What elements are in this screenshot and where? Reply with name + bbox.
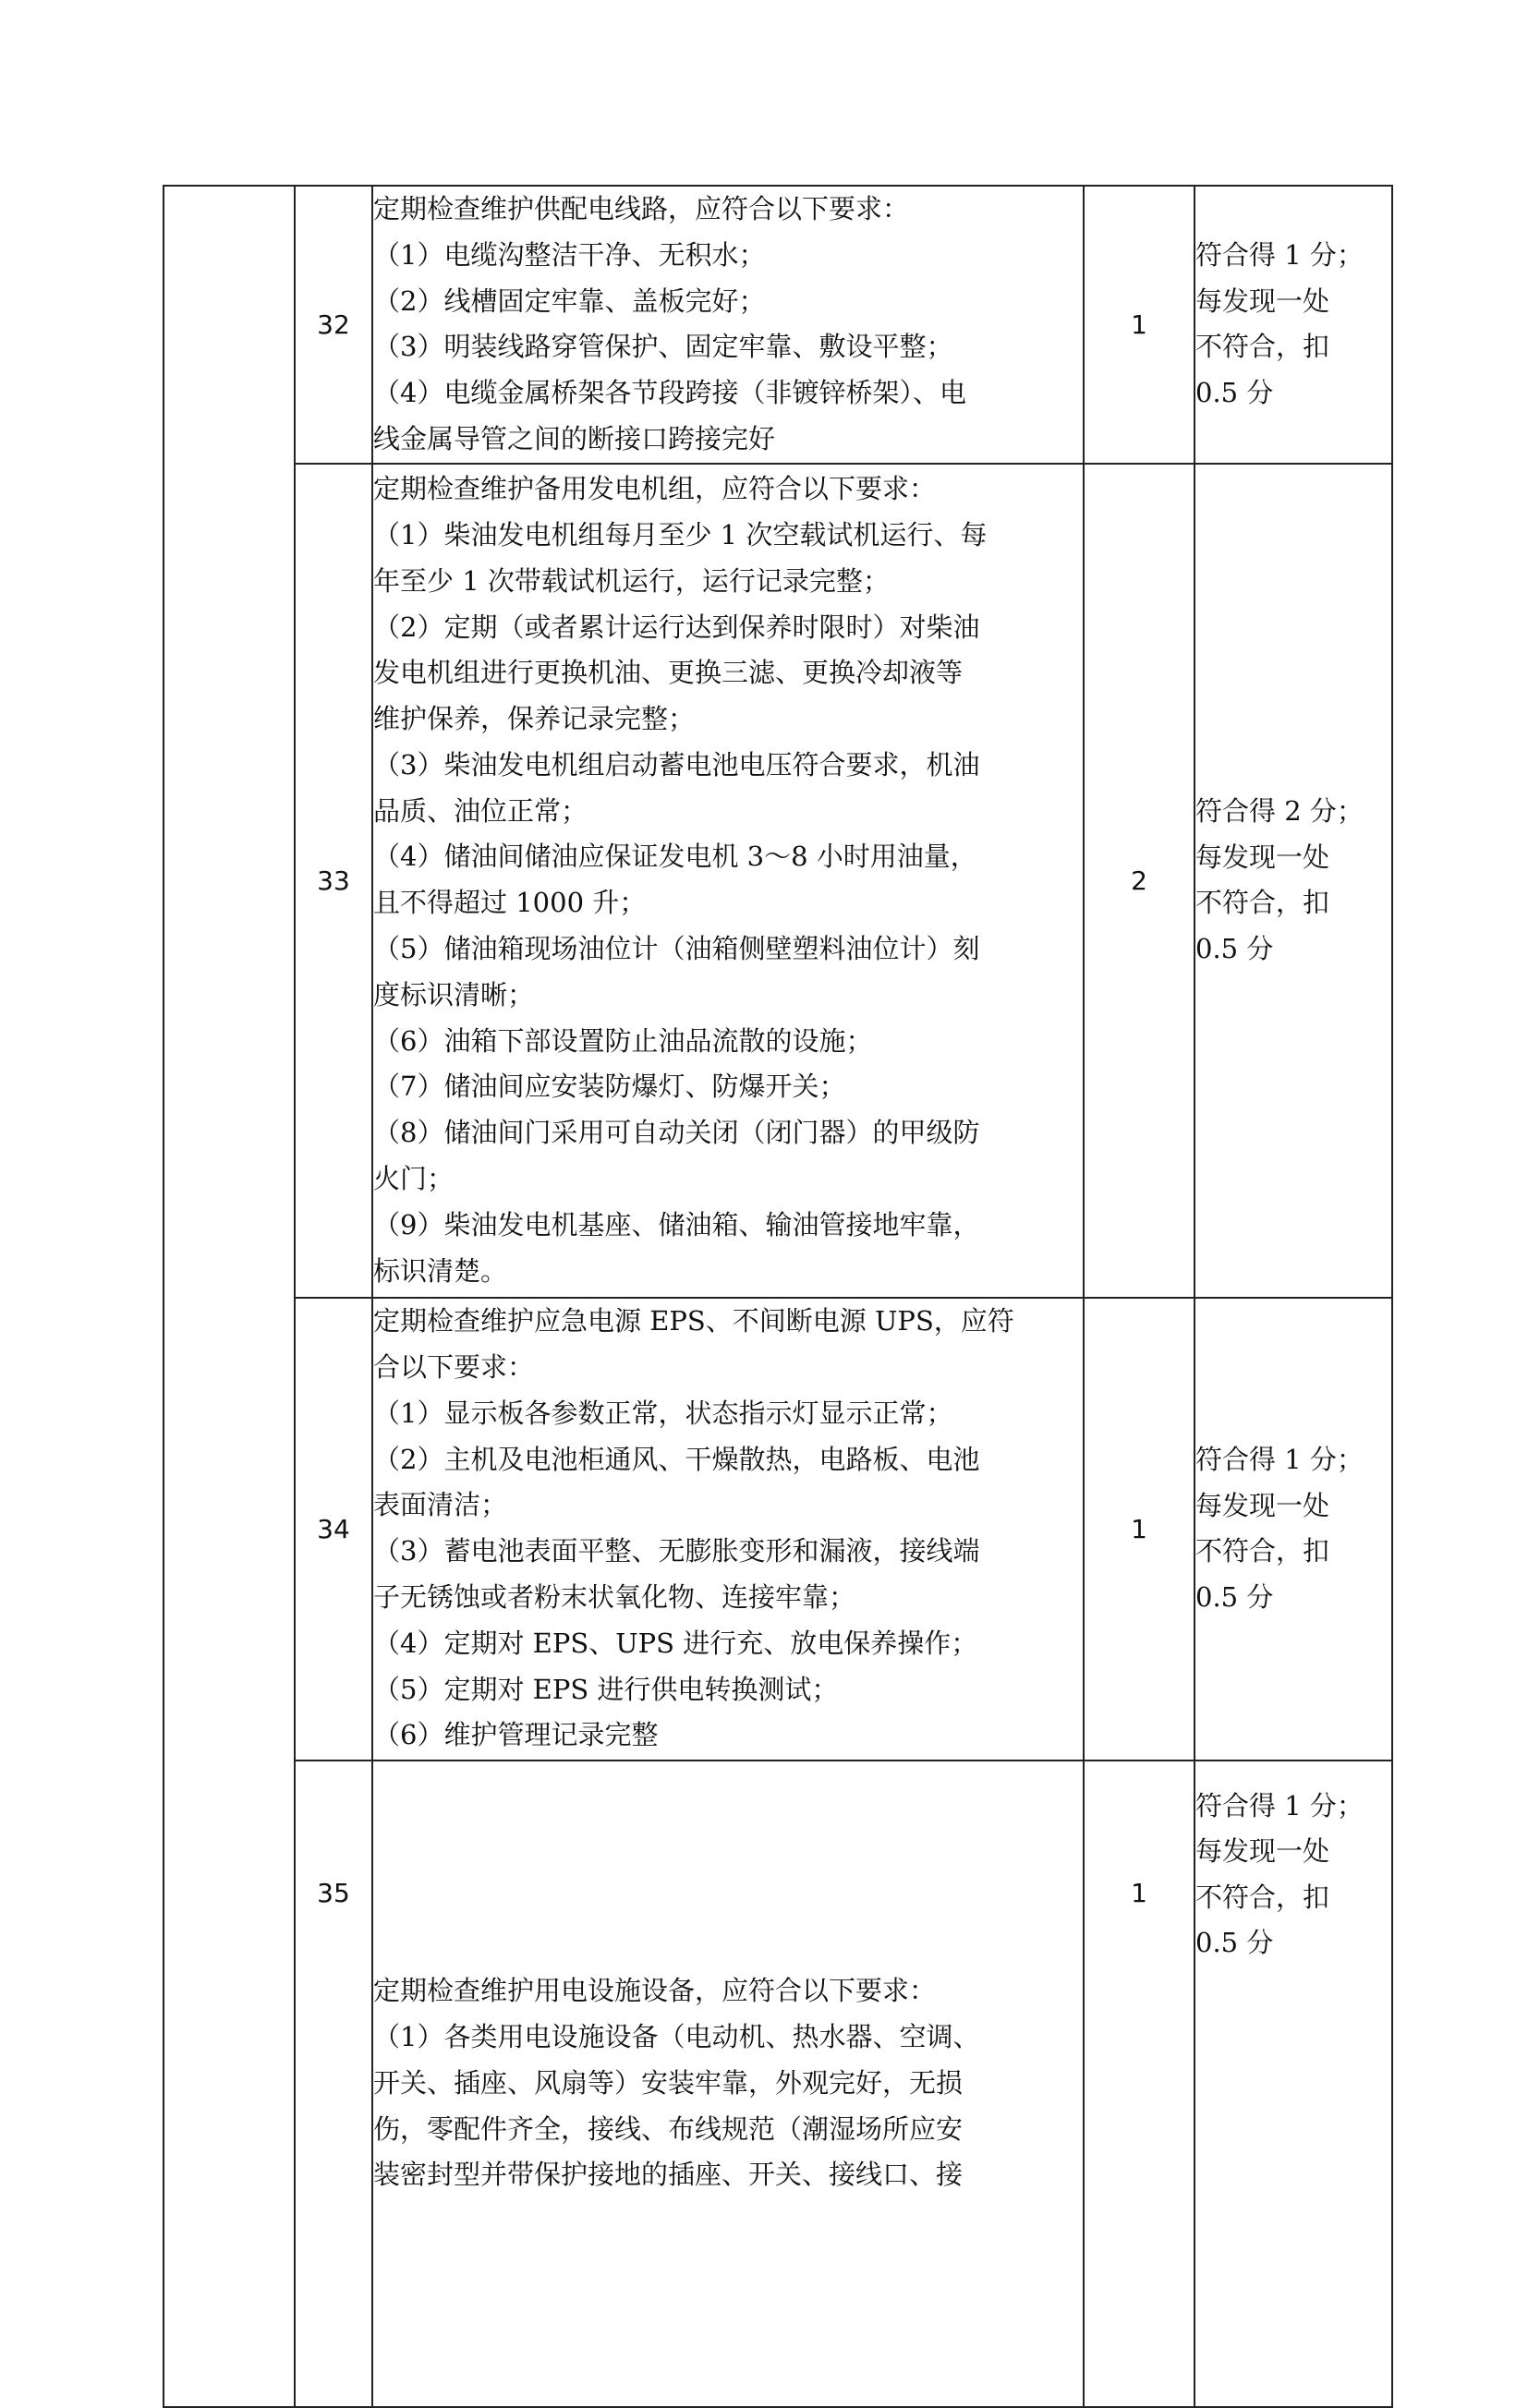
scoring-rule-line: 符合得 1 分； <box>1195 1789 1364 1821</box>
requirement-line: （4）定期对 EPS、UPS 进行充、放电保养操作； <box>373 1627 978 1659</box>
item-number: 33 <box>295 464 372 1298</box>
requirement-line: 且不得超过 1000 升； <box>373 887 647 919</box>
requirement-line: （9）柴油发电机基座、储油箱、输油管接地牢靠， <box>373 1208 980 1240</box>
scoring-rule-line: 不符合，扣 <box>1195 1881 1330 1913</box>
item-score: 2 <box>1084 464 1195 1298</box>
table-row <box>164 186 1392 464</box>
item-number: 35 <box>295 1761 372 2407</box>
requirement-line: 发电机组进行更换机油、更换三滤、更换冷却液等 <box>373 657 964 689</box>
item-requirements <box>372 186 1084 464</box>
scoring-rule-line: 0.5 分 <box>1195 1927 1274 1959</box>
requirement-line: （6）油箱下部设置防止油品流散的设施； <box>373 1024 873 1057</box>
requirement-line: 维护保养，保养记录完整； <box>373 703 696 735</box>
item-requirements <box>372 1298 1084 1761</box>
requirement-line: 年至少 1 次带载试机运行，运行记录完整； <box>373 564 890 597</box>
requirement-line: （1）电缆沟整洁干净、无积水； <box>373 238 766 271</box>
requirement-line: 子无锈蚀或者粉末状氧化物、连接牢靠； <box>373 1581 856 1614</box>
requirement-line: 品质、油位正常； <box>373 794 588 827</box>
scoring-rule-line: 0.5 分 <box>1195 932 1274 964</box>
table-row <box>164 1761 1392 2407</box>
requirement-line: （3）明装线路穿管保护、固定牢靠、敷设平整； <box>373 331 953 363</box>
requirement-line: 火门； <box>373 1163 455 1195</box>
requirement-line: 度标识清晰； <box>373 978 535 1010</box>
scoring-rule <box>1195 186 1392 464</box>
scoring-rule-line: 符合得 2 分； <box>1195 795 1364 828</box>
scoring-rule-line: 不符合，扣 <box>1195 887 1330 919</box>
scoring-rule-line: 每发现一处 <box>1195 1489 1330 1521</box>
requirement-line: 定期检查维护用电设施设备，应符合以下要求： <box>373 1975 937 2007</box>
requirement-line: 标识清楚。 <box>373 1254 508 1287</box>
requirement-line: 开关、插座、风扇等）安装牢靠，外观完好，无损 <box>373 2066 964 2099</box>
requirement-line: 伤，零配件齐全，接线、布线规范（潮湿场所应安 <box>373 2112 964 2145</box>
item-number: 34 <box>295 1298 372 1761</box>
scoring-rule <box>1195 464 1392 1298</box>
requirement-line: （1）显示板各参数正常，状态指示灯显示正常； <box>373 1397 953 1429</box>
requirement-line: （2）主机及电池柜通风、干燥散热，电路板、电池 <box>373 1443 980 1475</box>
scoring-rule-line: 符合得 1 分； <box>1195 239 1364 272</box>
scoring-rule-line: 不符合，扣 <box>1195 331 1330 363</box>
category-cell <box>164 186 295 2407</box>
requirement-line: （2）线槽固定牢靠、盖板完好； <box>373 284 766 317</box>
scoring-rule-line: 每发现一处 <box>1195 284 1330 317</box>
inspection-table <box>163 185 1393 2408</box>
scoring-rule-line: 符合得 1 分； <box>1195 1444 1364 1476</box>
requirement-line: （3）蓄电池表面平整、无膨胀变形和漏液，接线端 <box>373 1535 980 1567</box>
requirement-line: 定期检查维护供配电线路，应符合以下要求： <box>373 193 910 224</box>
requirement-line: （8）储油间门采用可自动关闭（闭门器）的甲级防 <box>373 1117 980 1149</box>
requirement-line: 定期检查维护备用发电机组，应符合以下要求： <box>373 473 937 505</box>
requirement-line: （3）柴油发电机组启动蓄电池电压符合要求，机油 <box>373 748 980 780</box>
requirement-line: 合以下要求： <box>373 1351 535 1384</box>
requirement-line: （2）定期（或者累计运行达到保养时限时）对柴油 <box>373 611 980 643</box>
scoring-rule-line: 0.5 分 <box>1195 1580 1274 1613</box>
requirement-line: 定期检查维护应急电源 EPS、不间断电源 UPS，应符 <box>373 1305 1014 1337</box>
requirement-line: （1）各类用电设施设备（电动机、热水器、空调、 <box>373 2021 980 2053</box>
item-requirements <box>372 464 1084 1298</box>
item-requirements <box>372 1761 1084 2407</box>
scoring-rule <box>1195 1298 1392 1761</box>
requirement-line: （5）定期对 EPS 进行供电转换测试； <box>373 1673 839 1705</box>
item-score: 1 <box>1084 1298 1195 1761</box>
requirement-line: （4）电缆金属桥架各节段跨接（非镀锌桥架）、电 <box>373 377 966 409</box>
item-number: 32 <box>295 186 372 464</box>
scoring-rule-line: 每发现一处 <box>1195 1835 1330 1868</box>
requirement-line: 装密封型并带保护接地的插座、开关、接线口、接 <box>373 2159 964 2191</box>
item-score: 1 <box>1084 1761 1195 2407</box>
scoring-rule-line: 不符合，扣 <box>1195 1535 1330 1567</box>
table-row <box>164 1298 1392 1761</box>
requirement-line: （1）柴油发电机组每月至少 1 次空载试机运行、每 <box>373 518 988 551</box>
scoring-rule-line: 0.5 分 <box>1195 376 1274 408</box>
scoring-rule-line: 每发现一处 <box>1195 841 1330 873</box>
requirement-line: （4）储油间储油应保证发电机 3～8 小时用油量， <box>373 841 977 873</box>
scoring-rule <box>1195 1761 1392 2407</box>
table-row <box>164 464 1392 1298</box>
requirement-line: 表面清洁； <box>373 1489 508 1521</box>
requirement-line: （7）储油间应安装防爆灯、防爆开关； <box>373 1071 846 1103</box>
requirement-line: （5）储油箱现场油位计（油箱侧壁塑料油位计）刻 <box>373 933 980 965</box>
item-score: 1 <box>1084 186 1195 464</box>
requirement-line: （6）维护管理记录完整 <box>373 1719 659 1751</box>
requirement-line: 线金属导管之间的断接口跨接完好 <box>373 422 776 454</box>
